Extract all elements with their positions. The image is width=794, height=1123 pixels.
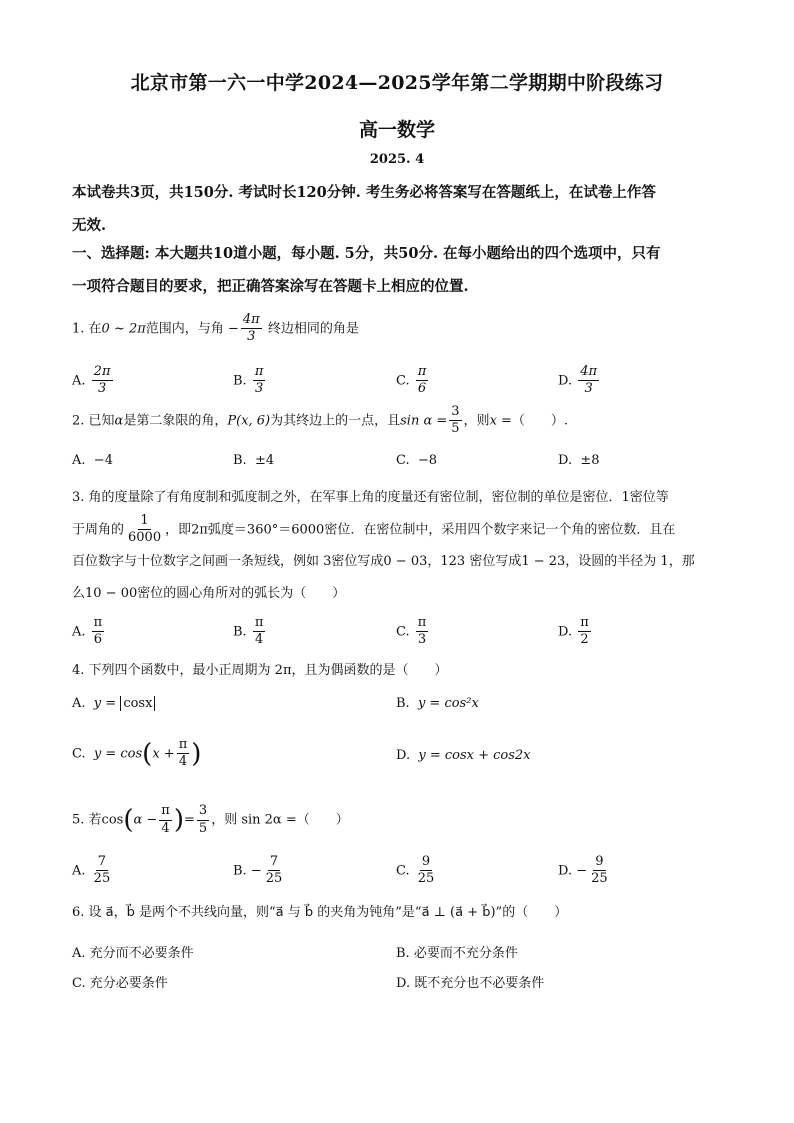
frac-num: π [253, 616, 266, 632]
q2-option-c [396, 453, 437, 468]
frac-den: 4 [178, 754, 188, 770]
exam-date: 2025. 4 [369, 152, 425, 167]
q2-pre: 2. 已知 [72, 413, 115, 429]
frac-den: 3 [584, 381, 593, 397]
option-label: C. [396, 863, 410, 879]
q2-point: P(x, 6) [227, 413, 271, 429]
q4-option-a [72, 696, 155, 711]
q4-a-abs: cosx [120, 696, 155, 711]
option-text: −4 [93, 453, 113, 468]
left-paren: ( [123, 805, 134, 835]
section-1-line-1: 一、选择题: 本大题共10道小题，每小题. 5分，共50分. 在每小题给出的四个选项中，只有 [72, 245, 661, 262]
frac-num: 7 [268, 855, 280, 871]
option-label: A. [72, 373, 86, 389]
left-paren: ( [142, 738, 153, 769]
option-label: B. [396, 696, 410, 711]
q4-d-text: y = cosx + cos2x [418, 748, 531, 763]
frac-num: π [92, 616, 105, 632]
frac-num: π [416, 616, 429, 632]
option-text: 充分必要条件 [89, 976, 168, 991]
q5-pre: 5. 若 [72, 812, 102, 828]
option-label: B. [233, 624, 247, 640]
q6-stem: 6. 设 a⃗，b⃗ 是两个不共线向量，则“a⃗ 与 b⃗ 的夹角为钝角”是“a⃗ ⊥ (a⃗ + b⃗)”的（ ） [72, 905, 568, 920]
option-text: 必要而不充分条件 [413, 946, 518, 961]
q5-option-a [72, 855, 114, 887]
q3-c-fraction [416, 616, 429, 648]
q6-option-c [72, 972, 168, 991]
frac-den: 6 [93, 632, 103, 648]
q5-post: ，则 sin 2α =（ ） [211, 812, 349, 828]
q3-line-4: 么10 − 00密位的圆心角所对的弧长为（ ） [72, 586, 346, 602]
question-1 [72, 313, 724, 345]
option-label: C. [396, 373, 410, 389]
option-text: 充分而不必要条件 [89, 946, 194, 961]
instructions [72, 176, 724, 242]
q2-option-b [233, 453, 274, 468]
frac-den: 3 [254, 381, 264, 397]
frac-den: 5 [451, 421, 460, 437]
option-label: D. [558, 373, 573, 389]
q3-option-c [396, 616, 430, 648]
q1-angle-den: 3 [247, 329, 256, 345]
q1-c-fraction [416, 365, 429, 397]
q4-a-pre: y = [93, 696, 117, 711]
frac-num: 3 [197, 804, 209, 820]
frac-num: π [177, 738, 190, 754]
q3-option-a [72, 616, 106, 648]
q5-cos: cos [101, 812, 124, 828]
question-6 [72, 903, 724, 923]
option-label: B. [233, 373, 247, 389]
q5-rhs-fraction [197, 804, 209, 836]
q3-option-d [558, 616, 593, 648]
option-label: B. [233, 453, 247, 468]
q4-option-b [396, 696, 479, 711]
q3-option-b [233, 616, 267, 648]
frac-num: π [159, 804, 172, 820]
q2-sin: sin α = [400, 413, 448, 429]
q1-post: 终边相同的角是 [267, 321, 359, 337]
option-label: D. [558, 624, 573, 640]
q1-d-fraction [578, 365, 599, 397]
option-label: D. [558, 863, 573, 879]
q5-d-fraction [589, 855, 610, 887]
option-label: A. [72, 946, 86, 961]
frac-den: 25 [591, 871, 608, 887]
q1-option-d [558, 365, 601, 397]
q1-angle-num: 4π [241, 313, 262, 329]
q2-blank: （ ）. [511, 413, 569, 429]
frac-den: 6000 [128, 530, 162, 546]
q3-fraction [126, 514, 163, 546]
q3-line2-post: ，即2π弧度＝360°＝6000密位．在密位制中，采用四个数字来记一个角的密位数．且在 [165, 522, 676, 538]
q3-line-1: 3. 角的度量除了有角度制和弧度制之外，在军事上角的度量还有密位制，密位制的单位是密位．1密位等 [72, 490, 669, 505]
q5-option-d [558, 855, 612, 887]
q1-a-fraction [92, 365, 113, 397]
option-label: C. [72, 746, 86, 762]
q5-inner: α − [133, 812, 158, 828]
q3-b-fraction [253, 616, 266, 648]
option-text: −8 [417, 453, 438, 468]
option-label: A. [72, 863, 86, 879]
option-label: C. [396, 624, 410, 640]
right-paren: ) [191, 738, 202, 769]
section-1-line-2: 一项符合题目的要求，把正确答案涂写在答题卡上相应的位置. [72, 278, 469, 295]
option-sign: − [576, 863, 588, 879]
q4-c-x: x + [152, 746, 175, 762]
q2-option-d [558, 453, 600, 468]
q5-b-fraction [264, 855, 285, 887]
q1-option-a [72, 365, 115, 397]
frac-num: 3 [449, 405, 461, 421]
instructions-line-2: 无效. [72, 217, 107, 234]
option-label: A. [72, 624, 86, 640]
frac-num: 2π [92, 365, 113, 381]
q1-mid: 范围内，与角 [145, 321, 224, 337]
q4-c-pre: y = cos [93, 746, 143, 762]
option-label: B. [396, 946, 410, 961]
q3-line-2 [72, 514, 724, 546]
frac-den: 3 [97, 381, 107, 397]
q3-d-fraction [578, 616, 591, 648]
exam-title: 北京市第一六一中学2024—2025学年第二学期期中阶段练习 [130, 72, 664, 94]
frac-den: 3 [417, 632, 427, 648]
frac-num: π [416, 365, 429, 381]
frac-num: 9 [593, 855, 605, 871]
q2-mid1: 是第二象限的角， [123, 413, 228, 429]
q2-fraction [449, 405, 461, 437]
question-2 [72, 405, 724, 437]
q2-option-a [72, 453, 113, 468]
question-5 [72, 800, 724, 841]
q4-stem: 4. 下列四个函数中，最小正周期为 2π，且为偶函数的是（ ） [72, 663, 448, 678]
option-label: B. [233, 863, 247, 879]
frac-num: 9 [420, 855, 432, 871]
q1-range: 0 ~ 2π [101, 321, 146, 337]
q4-option-d [396, 748, 531, 763]
option-sign: − [250, 863, 262, 879]
frac-den: 4 [161, 820, 170, 836]
q1-pre: 1. 在 [72, 321, 102, 337]
section-1-header [72, 237, 724, 303]
q1-option-c [396, 365, 430, 397]
q2-mid2: 为其终边上的一点，且 [270, 413, 401, 429]
frac-den: 25 [93, 871, 111, 887]
option-text: ±4 [254, 453, 275, 468]
q2-post: ，则 [463, 413, 490, 429]
q2-alpha: α [114, 413, 124, 429]
q6-option-d [396, 972, 544, 991]
frac-num: 1 [138, 514, 150, 530]
q5-option-c [396, 855, 438, 887]
q3-line-3: 百位数字与十位数字之间画一条短线，例如 3密位写成0 − 03，123 密位写成1 − 23，设圆的半径为 1，那 [72, 554, 695, 570]
frac-den: 4 [254, 632, 264, 648]
q3-a-fraction [92, 616, 105, 648]
q1-angle-fraction [241, 313, 262, 345]
option-label: C. [72, 976, 86, 991]
frac-den: 2 [580, 632, 589, 648]
option-label: D. [558, 453, 573, 468]
q6-option-b [396, 942, 518, 961]
option-label: A. [72, 453, 86, 468]
instructions-line-1: 本试卷共3页，共150分. 考试时长120分钟. 考生务必将答案写在答题纸上，在试卷上作答 [72, 184, 656, 201]
frac-num: 7 [96, 855, 108, 871]
frac-den: 25 [265, 871, 283, 887]
q4-c-fraction [177, 738, 190, 770]
option-text: 既不充分也不必要条件 [414, 976, 545, 991]
right-paren: ) [173, 805, 184, 835]
question-4 [72, 661, 724, 681]
q1-option-b [233, 365, 267, 397]
q6-option-a [72, 942, 194, 961]
q2-xeq: x = [489, 413, 512, 429]
frac-num: π [253, 365, 266, 381]
frac-den: 5 [198, 820, 208, 836]
q5-inner-fraction [159, 804, 172, 836]
subject-title: 高一数学 [358, 119, 435, 141]
q4-option-c [72, 738, 201, 770]
option-label: A. [72, 696, 86, 711]
q1-b-fraction [253, 365, 266, 397]
option-text: ±8 [580, 453, 600, 468]
q5-eq: = [184, 812, 195, 828]
q5-a-fraction [92, 855, 113, 887]
q5-option-b [233, 855, 286, 887]
q1-neg: − [227, 321, 239, 337]
frac-num: 4π [578, 365, 599, 381]
frac-den: 25 [417, 871, 435, 887]
frac-den: 6 [417, 381, 427, 397]
option-label: D. [396, 748, 411, 763]
question-3 [72, 482, 724, 610]
q3-line2-pre: 于周角的 [72, 522, 125, 538]
option-label: C. [396, 453, 410, 468]
option-label: D. [396, 976, 411, 991]
q5-c-fraction [416, 855, 437, 887]
frac-num: π [578, 616, 591, 632]
q4-b-text: y = cos²x [417, 696, 479, 711]
